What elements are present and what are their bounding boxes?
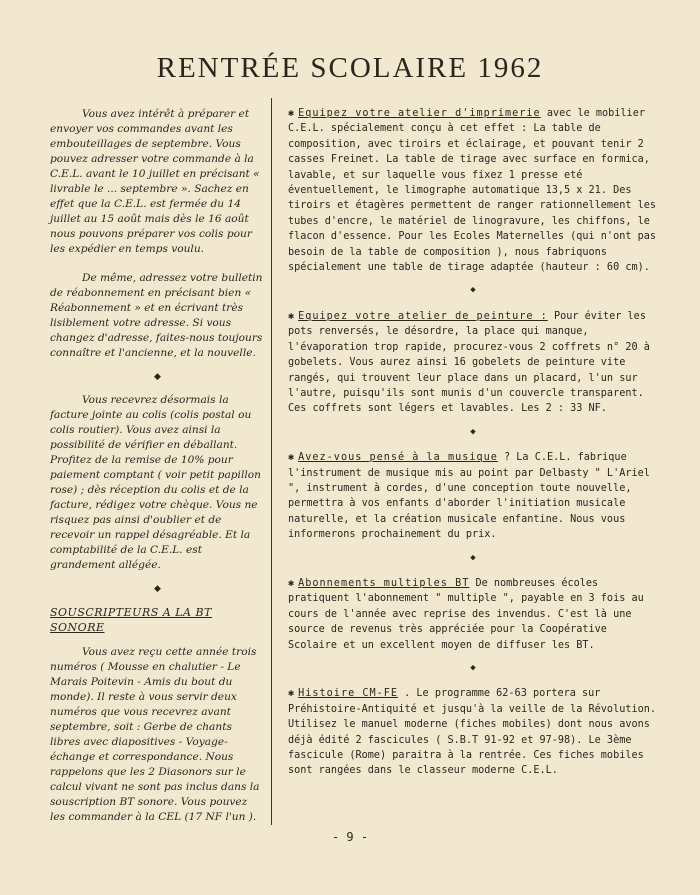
page-title: RENTRÉE SCOLAIRE 1962 <box>156 52 544 84</box>
section-title: Equipez votre atelier d'imprimerie <box>298 108 541 119</box>
ornament-diamond-icon: ◆ <box>470 285 476 296</box>
section-body: Pour éviter les pots renversés, le désordre, la place qui manque, l'évaporation trop rapide, procurez-vous 2 coffrets n° 20 à gobelets. Vous aurez ainsi 16 gobelets de peinture vite rangés, qui trouvent leur place dans un placard, l'un sur l'autre, puisqu'ils sont munis d'un couvercle transparent. Ces coffrets sont légers et lavables. Les 2 : 33 NF. <box>288 310 650 415</box>
ornament-diamond-icon: ◆ <box>470 552 476 563</box>
ornament-diamond-icon: ◆ <box>470 426 476 437</box>
section-body: ? La C.E.L. fabrique l'instrument de musique mis au point par Delbasty " L'Ariel ", instrument à cordes, d'une conception toute nouvelle, permettra à vos enfants d'aborder l'initiation musicale naturelle, et la création musicale enfantine. Nous vous informerons prochainement du prix. <box>288 452 650 541</box>
right-column <box>288 106 658 785</box>
section-title: Abonnements multiples BT <box>298 577 470 589</box>
asterisk-bullet-icon: ✱ <box>288 108 295 119</box>
paragraph-invoice: Vous recevrez désormais la facture jointe au colis (colis postal ou colis routier). Vous avez ainsi la possibilité de vérifier en déballant. Profitez de la remise de 10% pour paiement comptant ( voir petit papillon rose) ; dès réception du colis et de la facture, rédigez votre chèque. Vous ne risquez pas ainsi d'oublier et de recevoir un rappel désagréable. Et la comptabilité de la C.E.L. est grandement allégée. <box>50 394 261 571</box>
section-imprimerie <box>288 106 658 275</box>
section-body: . Le programme 62-63 portera sur Préhistoire-Antiquité et jusqu'à la veille de la Révolution. Utilisez le manuel moderne (fiches mobiles) dont nous avons déjà édité 2 fascicules ( S.B.T 91-92 et 97-98). Le 3ème fascicule (Rome) paraitra à la rentrée. Ces fiches mobiles sont rangées dans le classeur moderne C.E.L. <box>288 688 657 777</box>
asterisk-bullet-icon: ✱ <box>288 577 295 589</box>
section-body: De nombreuses écoles pratiquent l'abonnement " multiple ", payable en 3 fois au cours de l'année avec reprise des invendus. C'est là une source de revenus très appréciée pour la Coopérative Scolaire et un excellent moyen de diffuser les BT. <box>288 577 644 651</box>
ornament-diamond-icon: ◆ <box>154 584 161 594</box>
paragraph-orders: Vous avez intérêt à préparer et envoyer vos commandes avant les embouteillages de septembre. Vous pouvez adresser votre commande à la C.E.L. avant le 10 juillet en précisant « livrable le ... septembre ». Sachez en effet que la C.E.L. est fermée du 14 juillet au 15 août mais dès le 16 août nous pouvons préparer vos colis pour les expédier en temps voulu. <box>50 108 260 255</box>
column-divider <box>271 98 272 825</box>
asterisk-bullet-icon: ✱ <box>288 688 295 700</box>
asterisk-bullet-icon: ✱ <box>288 452 295 464</box>
section-heading-bt-sonore: SOUSCRIPTEURS A LA BT SONORE <box>50 606 212 634</box>
section-musique <box>288 450 658 542</box>
ornament-diamond-icon: ◆ <box>154 372 161 382</box>
section-abonnements <box>288 576 658 653</box>
section-body: avec le mobilier C.E.L. spécialement conçu à cet effet : La table de composition, avec tiroirs et éclairage, et pouvant tenir 2 casses Freinet. La table de tirage avec surface en formica, lavable, et sur laquelle vous fixez 1 presse eté éventuellement, le limographe automatique 13,5 x 21. Des tiroirs et étagères permettent de ranger rationnellement les tubes d'encre, le matériel de linogravure, les chiffons, le flacon d'essence. Pour les Ecoles Maternelles (qui n'ont pas besoin de la table de composition ), nous fabriquons spécialement une table de tirage adaptée (hauteur : 60 cm). <box>288 108 657 274</box>
section-peinture <box>288 309 658 417</box>
paragraph-bt-sonore: Vous avez reçu cette année trois numéros ( Mousse en chalutier - Le Marais Poitevin - Amis du bout du monde). Il reste à vous servir deux numéros que vous recevrez avant septembre, soit : Gerbe de chants libres avec diapositives - Voyage-échange et correspondance. Nous rappelons que les 2 Diasonors sur le calcul vivant ne sont pas inclus dans la souscription BT sonore. Vous pouvez les commander à la CEL (17 NF l'un ). <box>50 646 260 823</box>
ornament-diamond-icon: ◆ <box>470 663 476 673</box>
section-histoire <box>288 686 658 778</box>
left-column <box>50 107 265 834</box>
section-title: Avez-vous pensé à la musique <box>298 452 498 464</box>
asterisk-bullet-icon: ✱ <box>288 310 295 322</box>
page-number: - 9 - <box>331 830 369 844</box>
section-title: Histoire CM-FE <box>298 688 399 700</box>
paragraph-subscription: De même, adressez votre bulletin de réabonnement en précisant bien « Réabonnement » et en écrivant très lisiblement votre adresse. Si vous changez d'adresse, faites-nous toujours connaître et l'ancienne, et la nouvelle. <box>50 272 263 359</box>
section-title: Equipez votre atelier de peinture : <box>298 310 548 322</box>
